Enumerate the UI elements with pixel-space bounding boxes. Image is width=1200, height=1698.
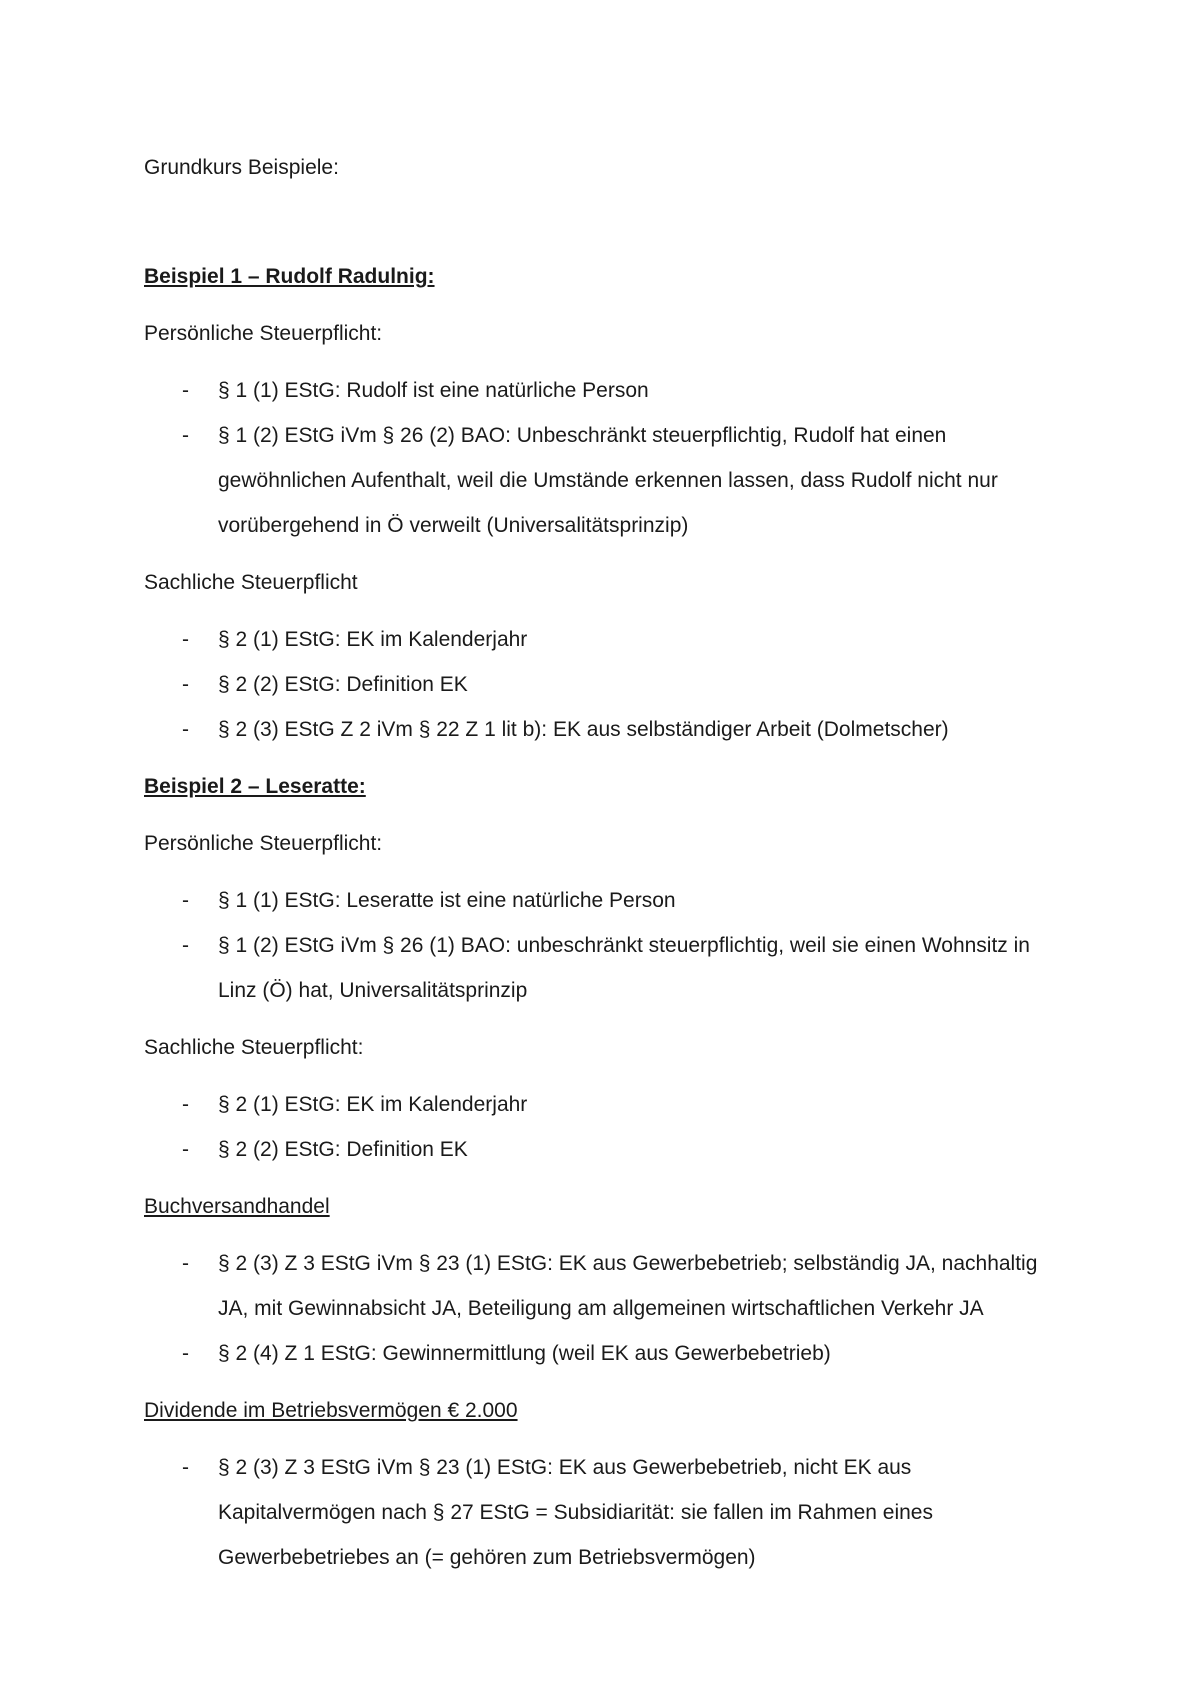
list-item [144, 413, 1064, 548]
dash-bullet: - [182, 424, 189, 447]
mail-order-heading: Buchversandhandel [144, 1195, 330, 1218]
example-2-personal-label: Persönliche Steuerpflicht: [144, 832, 383, 855]
list-item-text: § 1 (2) EStG iVm § 26 (2) BAO: Unbeschränkt steuerpflichtig, Rudolf hat einen gewöhnlichen Aufenthalt, weil die Umstände erkennen lassen, dass Rudolf nicht nur vorübergehend in Ö verweilt (Universalitätsprinzip) [218, 424, 998, 537]
list-item [144, 1127, 1064, 1172]
dash-bullet: - [182, 1093, 189, 1116]
list-item-text: § 2 (3) EStG Z 2 iVm § 22 Z 1 lit b): EK aus selbständiger Arbeit (Dolmetscher) [218, 718, 949, 741]
dash-bullet: - [182, 628, 189, 651]
example-2-material-list [144, 1082, 1064, 1172]
list-item-text: § 2 (4) Z 1 EStG: Gewinnermittlung (weil EK aus Gewerbebetrieb) [218, 1342, 831, 1365]
list-item [144, 878, 1064, 923]
example-1-material-list [144, 617, 1064, 752]
dividend-heading: Dividende im Betriebsvermögen € 2.000 [144, 1399, 518, 1422]
dash-bullet: - [182, 1138, 189, 1161]
dash-bullet: - [182, 718, 189, 741]
list-item [144, 1331, 1064, 1376]
document-title: Grundkurs Beispiele: [144, 156, 339, 179]
example-2-heading: Beispiel 2 – Leseratte: [144, 775, 366, 798]
list-item [144, 707, 1064, 752]
list-item-text: § 2 (3) Z 3 EStG iVm § 23 (1) EStG: EK aus Gewerbebetrieb, nicht EK aus Kapitalvermögen nach § 27 EStG = Subsidiarität: sie fallen im Rahmen eines Gewerbebetriebes an (= gehören zum Betriebsvermögen) [218, 1456, 933, 1569]
list-item-text: § 2 (3) Z 3 EStG iVm § 23 (1) EStG: EK aus Gewerbebetrieb; selbständig JA, nachhaltig JA, mit Gewinnabsicht JA, Beteiligung am allgemeinen wirtschaftlichen Verkehr JA [218, 1252, 1038, 1320]
list-item [144, 1241, 1064, 1331]
dash-bullet: - [182, 889, 189, 912]
list-item [144, 1082, 1064, 1127]
example-2-personal-list [144, 878, 1064, 1013]
list-item-text: § 2 (1) EStG: EK im Kalenderjahr [218, 1093, 528, 1116]
dash-bullet: - [182, 379, 189, 402]
list-item [144, 368, 1064, 413]
list-item [144, 923, 1064, 1013]
list-item [144, 617, 1064, 662]
example-1-personal-label: Persönliche Steuerpflicht: [144, 322, 383, 345]
document-body [144, 145, 1064, 1592]
dash-bullet: - [182, 1342, 189, 1365]
list-item-text: § 2 (2) EStG: Definition EK [218, 673, 468, 696]
list-item-text: § 1 (1) EStG: Leseratte ist eine natürliche Person [218, 889, 676, 912]
example-2-material-label: Sachliche Steuerpflicht: [144, 1036, 364, 1059]
dash-bullet: - [182, 1456, 189, 1479]
list-item [144, 662, 1064, 707]
example-1-material-label: Sachliche Steuerpflicht [144, 571, 358, 594]
list-item-text: § 1 (2) EStG iVm § 26 (1) BAO: unbeschränkt steuerpflichtig, weil sie einen Wohnsitz in Linz (Ö) hat, Universalitätsprinzip [218, 934, 1030, 1002]
list-item-text: § 2 (1) EStG: EK im Kalenderjahr [218, 628, 528, 651]
list-item-text: § 2 (2) EStG: Definition EK [218, 1138, 468, 1161]
dash-bullet: - [182, 1252, 189, 1275]
dash-bullet: - [182, 673, 189, 696]
list-item-text: § 1 (1) EStG: Rudolf ist eine natürliche Person [218, 379, 649, 402]
mail-order-list [144, 1241, 1064, 1376]
list-item [144, 1445, 1064, 1580]
dividend-list [144, 1445, 1064, 1580]
dash-bullet: - [182, 934, 189, 957]
example-1-personal-list [144, 368, 1064, 548]
example-1-heading: Beispiel 1 – Rudolf Radulnig: [144, 265, 435, 288]
